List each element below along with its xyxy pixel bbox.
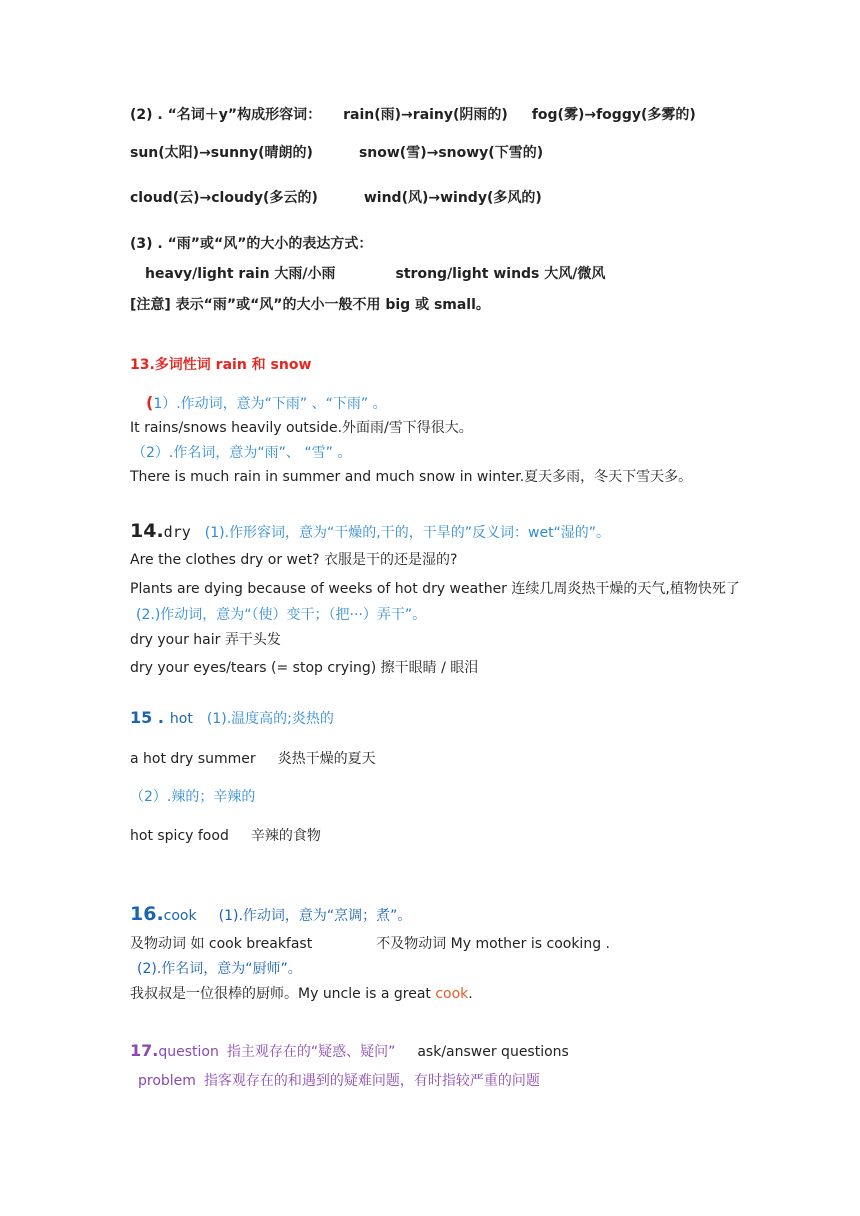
rain-rainy: rain(雨)→rainy(阴雨的) xyxy=(343,107,508,123)
fog-foggy: fog(雾)→foggy(多雾的) xyxy=(531,107,696,123)
section-15-number: 15 . xyxy=(130,708,164,727)
section-17-problem-line xyxy=(138,1072,540,1090)
section-16-heading xyxy=(130,905,411,925)
section-13-example-1: It rains/snows heavily outside.外面雨/雪下得很大。 xyxy=(130,420,473,436)
section-15-example-2-zh: 辛辣的食物 xyxy=(250,828,321,844)
section-13-point-2: （2）.作名词，意为“雨”、 “雪” 。 xyxy=(132,445,352,461)
question-definition: 指主观存在的“疑惑、疑问” xyxy=(226,1044,396,1060)
section-16-word: cook xyxy=(163,908,197,924)
section-3-heading: (3) . “雨”或“风”的大小的表达方式： xyxy=(130,236,373,252)
word-question: question xyxy=(158,1044,219,1060)
section-16-example-2 xyxy=(130,985,473,1003)
transitive-example: 及物动词 如 cook breakfast xyxy=(130,936,313,952)
word-problem: problem xyxy=(138,1073,196,1089)
strong-light-winds: strong/light winds 大风/微风 xyxy=(395,266,606,282)
section-13-point-1-label: 1）.作动词，意为“下雨” 、“下雨” 。 xyxy=(153,396,387,412)
section-14-example-3: dry your hair 弄干头发 xyxy=(130,632,281,648)
question-example: ask/answer questions xyxy=(417,1044,569,1060)
section-15-example-2 xyxy=(130,827,321,845)
section-15-word: hot xyxy=(169,711,193,727)
section-15-point-1: (1).温度高的;炎热的 xyxy=(206,711,334,727)
section-16-example-1 xyxy=(130,935,610,953)
sun-sunny: sun(太阳)→sunny(晴朗的) xyxy=(130,145,313,161)
section-2-line-3 xyxy=(130,189,542,207)
section-14-point-2: (2.)作动词，意为“（使）变干；（把···）弄干”。 xyxy=(136,607,427,623)
period: . xyxy=(468,986,473,1002)
section-15-example-1-en: a hot dry summer xyxy=(130,751,256,767)
section-14-number: 14. xyxy=(130,520,164,542)
section-13-point-1 xyxy=(146,394,387,413)
section-13-example-2: There is much rain in summer and much snow in winter.夏天多雨，冬天下雪天多。 xyxy=(130,469,693,485)
intransitive-example: 不及物动词 My mother is cooking . xyxy=(376,936,610,952)
section-3-note: [注意] 表示“雨”或“风”的大小一般不用 big 或 small。 xyxy=(130,297,490,313)
section-2-line-1 xyxy=(130,106,696,124)
section-15-point-2: （2）.辣的；辛辣的 xyxy=(130,789,256,805)
cloud-cloudy: cloud(云)→cloudy(多云的) xyxy=(130,190,318,206)
section-14-heading xyxy=(130,522,610,542)
section-15-example-2-en: hot spicy food xyxy=(130,828,229,844)
paren-open: ( xyxy=(146,393,154,412)
wind-windy: wind(风)→windy(多风的) xyxy=(363,190,542,206)
section-15-example-1-zh: 炎热干燥的夏天 xyxy=(277,751,376,767)
section-14-example-2: Plants are dying because of weeks of hot dry weather 连续几周炎热干燥的天气,植物快死了 xyxy=(130,581,740,597)
section-14-word: dry xyxy=(163,523,191,541)
section-16-point-1: (1).作动词，意为“烹调；煮”。 xyxy=(218,908,412,924)
section-16-number: 16. xyxy=(130,903,164,925)
section-14-example-1: Are the clothes dry or wet? 衣服是干的还是湿的? xyxy=(130,552,458,568)
section-3-examples xyxy=(145,265,605,283)
heavy-light-rain: heavy/light rain 大雨/小雨 xyxy=(145,266,336,282)
cook-highlight: cook xyxy=(435,986,469,1002)
section-14-example-4: dry your eyes/tears (= stop crying) 擦干眼睛 / 眼泪 xyxy=(130,660,479,676)
section-17-heading xyxy=(130,1042,569,1061)
section-2-line-2 xyxy=(130,144,543,162)
section-14-point-1: (1).作形容词，意为“干燥的,干的，干旱的”反义词：wet“湿的”。 xyxy=(204,525,611,541)
snow-snowy: snow(雪)→snowy(下雪的) xyxy=(358,145,544,161)
section-17-number: 17. xyxy=(130,1041,159,1060)
section-2-heading: (2) . “名词＋y”构成形容词： xyxy=(130,107,322,123)
section-16-example-2-text: 我叔叔是一位很棒的厨师。My uncle is a great xyxy=(130,986,436,1002)
section-16-point-2: (2).作名词，意为“厨师”。 xyxy=(137,961,302,977)
section-15-example-1 xyxy=(130,750,376,768)
section-13-title: 13.多词性词 rain 和 snow xyxy=(130,357,312,373)
section-15-heading xyxy=(130,709,334,728)
problem-definition: 指客观存在的和遇到的疑难问题，有时指较严重的问题 xyxy=(203,1073,540,1089)
